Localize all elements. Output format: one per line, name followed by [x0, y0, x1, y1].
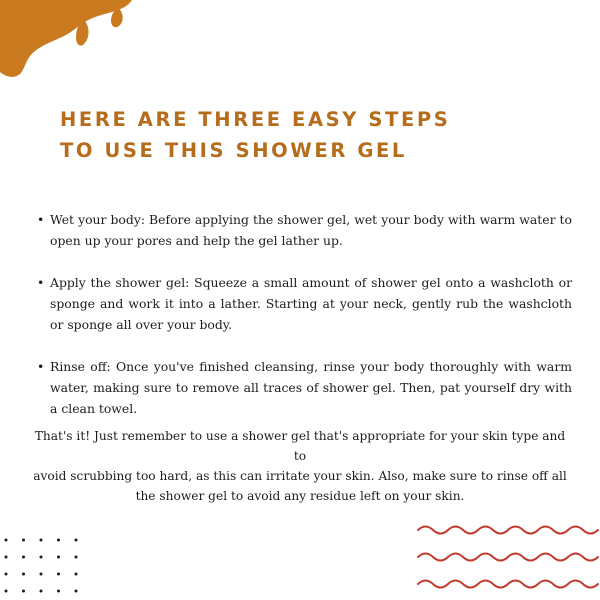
- step-text: Wet your body: Before applying the shower gel, wet your body with warm water to open up your pores and help the gel lather up.: [50, 212, 572, 248]
- grid-dot: [5, 556, 8, 559]
- bullet-icon: •: [37, 359, 45, 374]
- grid-dot: [40, 573, 43, 576]
- step-item-wet: [37, 209, 572, 251]
- title-line-2: TO USE THIS SHOWER GEL: [60, 139, 407, 162]
- grid-dot: [22, 556, 25, 559]
- grid-dot: [75, 539, 78, 542]
- grid-dot: [40, 590, 43, 593]
- grid-dot: [57, 539, 60, 542]
- wave-line: [418, 554, 598, 561]
- steps-list: [37, 209, 572, 440]
- orange-blob-decoration: [0, 0, 140, 80]
- closing-line-2: avoid scrubbing too hard, as this can irritate your skin. Also, make sure to rinse off all: [33, 469, 567, 483]
- wave-line: [418, 527, 598, 534]
- grid-dot: [5, 539, 8, 542]
- closing-line-3: the shower gel to avoid any residue left on your skin.: [135, 489, 465, 503]
- blob-shape: [0, 0, 132, 77]
- bullet-icon: •: [37, 275, 45, 290]
- grid-dot: [22, 573, 25, 576]
- bullet-icon: •: [37, 212, 45, 227]
- dot-grid-decoration: [0, 532, 90, 600]
- grid-dot: [75, 573, 78, 576]
- grid-dot: [5, 590, 8, 593]
- grid-dot: [22, 590, 25, 593]
- grid-dot: [22, 539, 25, 542]
- wave-lines-decoration: [414, 518, 600, 600]
- grid-dot: [57, 556, 60, 559]
- closing-line-1: That's it! Just remember to use a shower gel that's appropriate for your skin type and to: [34, 429, 566, 463]
- step-text: Apply the shower gel: Squeeze a small amount of shower gel onto a washcloth or sponge and work it into a lather. Starting at your neck, gently rub the washcloth or sponge all over your body.: [50, 275, 572, 332]
- wave-line: [418, 581, 598, 588]
- grid-dot: [75, 556, 78, 559]
- closing-paragraph: [30, 426, 570, 506]
- grid-dot: [57, 590, 60, 593]
- page-title: [60, 104, 540, 166]
- grid-dot: [40, 539, 43, 542]
- step-item-apply: [37, 272, 572, 335]
- grid-dot: [5, 573, 8, 576]
- step-item-rinse: [37, 356, 572, 419]
- grid-dot: [57, 573, 60, 576]
- step-text: Rinse off: Once you've finished cleansing, rinse your body thoroughly with warm water, making sure to remove all traces of shower gel. Then, pat yourself dry with a clean towel.: [50, 359, 572, 416]
- grid-dot: [75, 590, 78, 593]
- title-line-1: HERE ARE THREE EASY STEPS: [60, 108, 451, 131]
- grid-dot: [40, 556, 43, 559]
